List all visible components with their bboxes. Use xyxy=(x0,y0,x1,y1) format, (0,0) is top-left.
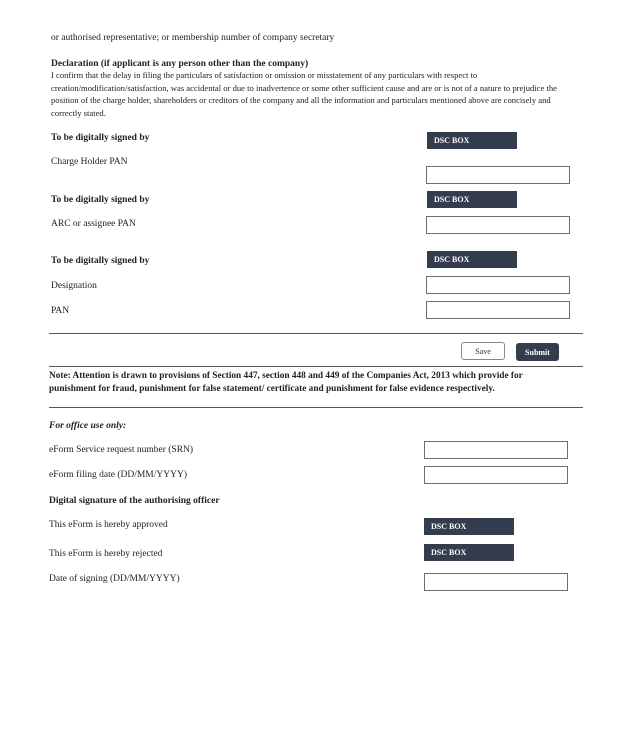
designation-field[interactable] xyxy=(426,276,570,294)
sign-block-3-heading: To be digitally signed by xyxy=(51,256,150,266)
sign-block-3-dsc-box[interactable]: DSC BOX xyxy=(427,251,517,268)
divider-top xyxy=(49,333,583,334)
declaration-heading: Declaration (if applicant is any person other than the company) xyxy=(51,59,309,69)
rejected-dsc-box[interactable]: DSC BOX xyxy=(424,544,514,561)
sign-block-2-dsc-box[interactable]: DSC BOX xyxy=(427,191,517,208)
charge-holder-pan-field[interactable] xyxy=(426,166,570,184)
officer-signature-heading: Digital signature of the authorising officer xyxy=(49,496,220,506)
declaration-body: I confirm that the delay in filing the particulars of satisfaction or omission or misstatement of any particulars with respect to creation/modification/satisfaction, was accidental or due to inadvertence or some other sufficient cause and are or is not of a nature to prejudice the position of the charge holder, shareholders or creditors of the company and all the information and particulars mentioned above are concisely and correctly stated. xyxy=(51,70,557,118)
srn-field[interactable] xyxy=(424,441,568,459)
srn-label: eForm Service request number (SRN) xyxy=(49,445,194,455)
designation-label: Designation xyxy=(51,281,97,291)
signing-date-label: Date of signing (DD/MM/YYYY) xyxy=(49,574,180,584)
sign-block-2-heading: To be digitally signed by xyxy=(51,195,150,205)
sign-block-1-heading: To be digitally signed by xyxy=(51,133,150,143)
arc-assignee-pan-label: ARC or assignee PAN xyxy=(51,219,136,229)
filing-date-field[interactable] xyxy=(424,466,568,484)
office-use-heading: For office use only: xyxy=(49,421,127,431)
filing-date-label: eForm filing date (DD/MM/YYYY) xyxy=(49,470,187,480)
pan-field[interactable] xyxy=(426,301,570,319)
legal-note: Note: Attention is drawn to provisions of Section 447, section 448 and 449 of the Companies Act, 2013 which provide for punishment for fraud, punishment for false statement/ certificate and punishment for false evidence respectively. xyxy=(49,371,523,394)
approved-dsc-box[interactable]: DSC BOX xyxy=(424,518,514,535)
top-text: or authorised representative; or membership number of company secretary xyxy=(51,33,335,43)
divider-note-top xyxy=(49,366,583,367)
save-button[interactable]: Save xyxy=(461,342,505,360)
pan-label: PAN xyxy=(51,306,70,316)
sign-block-1-dsc-box[interactable]: DSC BOX xyxy=(427,132,517,149)
charge-holder-pan-label: Charge Holder PAN xyxy=(51,157,128,167)
divider-note-bottom xyxy=(49,407,583,408)
rejected-label: This eForm is hereby rejected xyxy=(49,549,163,559)
approved-label: This eForm is hereby approved xyxy=(49,520,168,530)
signing-date-field[interactable] xyxy=(424,573,568,591)
arc-assignee-pan-field[interactable] xyxy=(426,216,570,234)
submit-button[interactable]: Submit xyxy=(516,343,559,361)
